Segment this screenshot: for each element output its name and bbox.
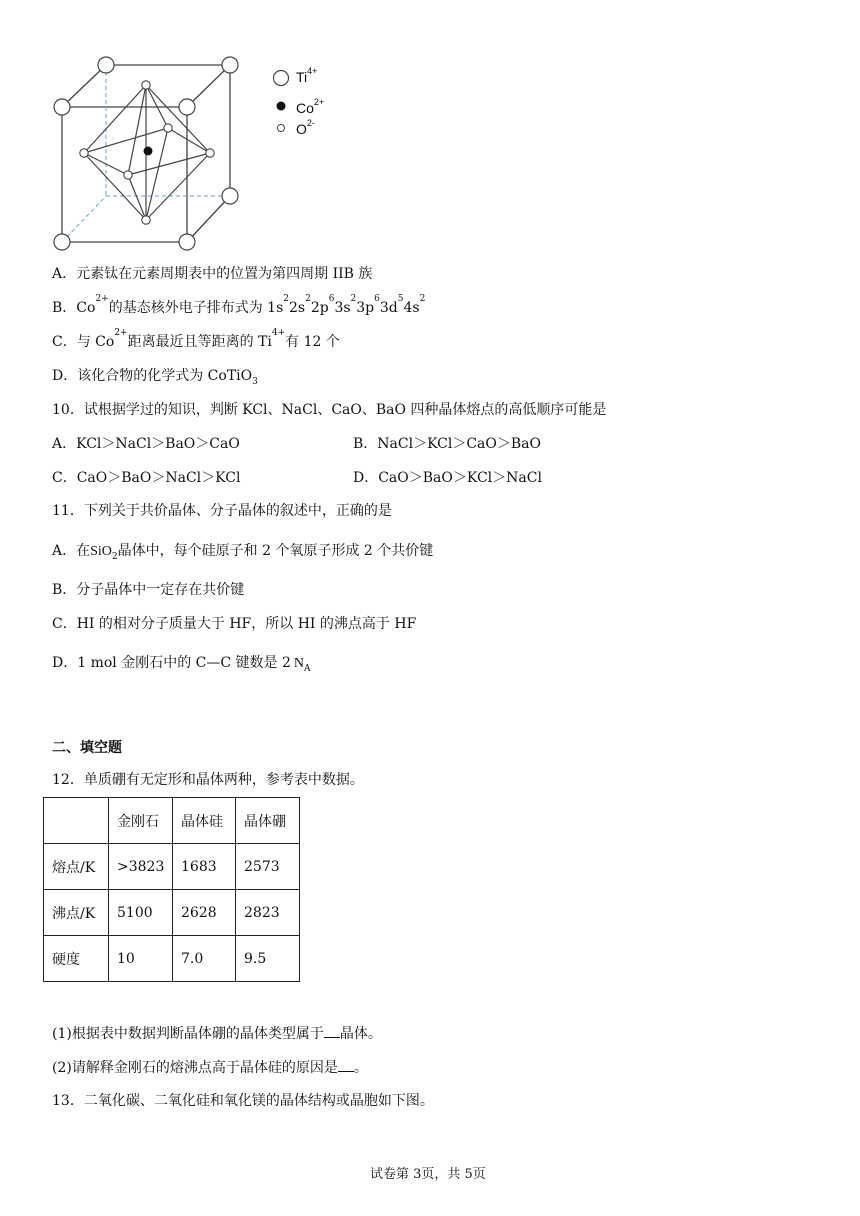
q12-sub1: (1)根据表中数据判断晶体硼的晶体类型属于 晶体。 [52, 1026, 382, 1042]
co-ion-symbol-icon [275, 100, 287, 112]
table-header-row [44, 798, 300, 844]
orbital: 3d [379, 300, 398, 316]
q10-option-b: B．NaCl＞KCl＞CaO＞BaO [353, 436, 541, 452]
table-cell: 硬度 [44, 936, 109, 982]
q13-stem: 13．二氧化碳、二氧化硅和氧化镁的晶体结构或晶胞如下图。 [52, 1093, 434, 1109]
table-cell: 7.0 [173, 936, 236, 982]
table-cell: 熔点/K [44, 844, 109, 890]
table-header-silicon: 晶体硅 [173, 798, 236, 844]
orbital: 3p [356, 300, 375, 316]
q11-option-a: A．在SiO$_2$晶体中，每个硅原子和 2 个氧原子形成 2 个共价键 [52, 543, 434, 562]
o-ion-symbol-icon [276, 123, 286, 133]
section-title: 二、填空题 [52, 740, 122, 756]
table-cell: 1683 [173, 844, 236, 890]
q11-stem: 11．下列关于共价晶体、分子晶体的叙述中，正确的是 [52, 503, 392, 519]
q10-option-a: A．KCl＞NaCl＞BaO＞CaO [52, 436, 240, 452]
orbital-count: 6 [328, 294, 335, 304]
electron-configuration [267, 294, 426, 316]
answer-blank[interactable] [338, 1059, 354, 1072]
q11-option-c: C．HI 的相对分子质量大于 HF，所以 HI 的沸点高于 HF [52, 616, 417, 632]
table-row [44, 936, 300, 982]
table-cell: 2628 [173, 890, 236, 936]
orbital-count: 2 [305, 294, 311, 304]
table-cell: 5100 [109, 890, 173, 936]
table-cell: 2573 [236, 844, 300, 890]
ti-ion-symbol-icon [272, 69, 290, 87]
crystal-structure-figure [40, 45, 250, 260]
orbital-count: 6 [374, 294, 380, 304]
q10-option-c: C．CaO＞BaO＞NaCl＞KCl [52, 470, 241, 486]
legend-ti: $Ti^{4+}$ [296, 66, 318, 85]
orbital-count: 2 [350, 294, 357, 304]
legend-co: $Co^{2+}$ [296, 97, 325, 116]
orbital: 2p [310, 300, 329, 316]
table-header-diamond: 金刚石 [109, 798, 173, 844]
orbital: 4s [403, 300, 420, 316]
table-cell: >3823 [109, 844, 173, 890]
table-cell: 沸点/K [44, 890, 109, 936]
orbital-count: 2 [283, 294, 289, 304]
orbital-count: 2 [419, 294, 426, 304]
orbital: 1s [267, 300, 284, 316]
q9-option-c: C．与 $Co^{2+}$距离最近且等距离的 $Ti^{4+}$有 12 个 [52, 328, 340, 350]
table-header-boron: 晶体硼 [236, 798, 300, 844]
q10-option-d: D．CaO＞BaO＞KCl＞NaCl [353, 470, 542, 486]
table-cell [44, 798, 109, 844]
q10-stem: 10．试根据学过的知识，判断 KCl、NaCl、CaO、BaO 四种晶体熔点的高低顺序可能是 [52, 402, 607, 418]
table-row [44, 844, 300, 890]
q9-option-b: B．$Co^{2+}$的基态核外电子排布式为 $1s^22s^22p^63s^23p^63d^54s^2$ [52, 294, 426, 316]
page-footer: 试卷第 3页，共 5页 [370, 1167, 486, 1182]
orbital-count: 5 [397, 294, 404, 304]
q9-option-d: D．该化合物的化学式为 CoTiO$_3$ [52, 368, 258, 387]
answer-blank[interactable] [324, 1025, 340, 1038]
q9-option-a: A．元素钛在元素周期表中的位置为第四周期 IIB 族 [52, 266, 373, 282]
table-cell: 9.5 [236, 936, 300, 982]
q12-sub2: (2)请解释金刚石的熔沸点高于晶体硅的原因是 。 [52, 1060, 368, 1076]
q11-option-d: D．1 mol 金刚石中的 C—C 键数是 2 $N_A$ [52, 655, 311, 674]
properties-table [43, 797, 300, 982]
q11-option-b: B．分子晶体中一定存在共价键 [52, 582, 245, 598]
orbital: 2s [289, 300, 306, 316]
table-cell: 10 [109, 936, 173, 982]
table-cell: 2823 [236, 890, 300, 936]
table-row [44, 890, 300, 936]
legend-o: $O^{2-}$ [296, 118, 315, 137]
orbital: 3s [334, 300, 351, 316]
q12-stem: 12．单质硼有无定形和晶体两种，参考表中数据。 [52, 772, 364, 788]
